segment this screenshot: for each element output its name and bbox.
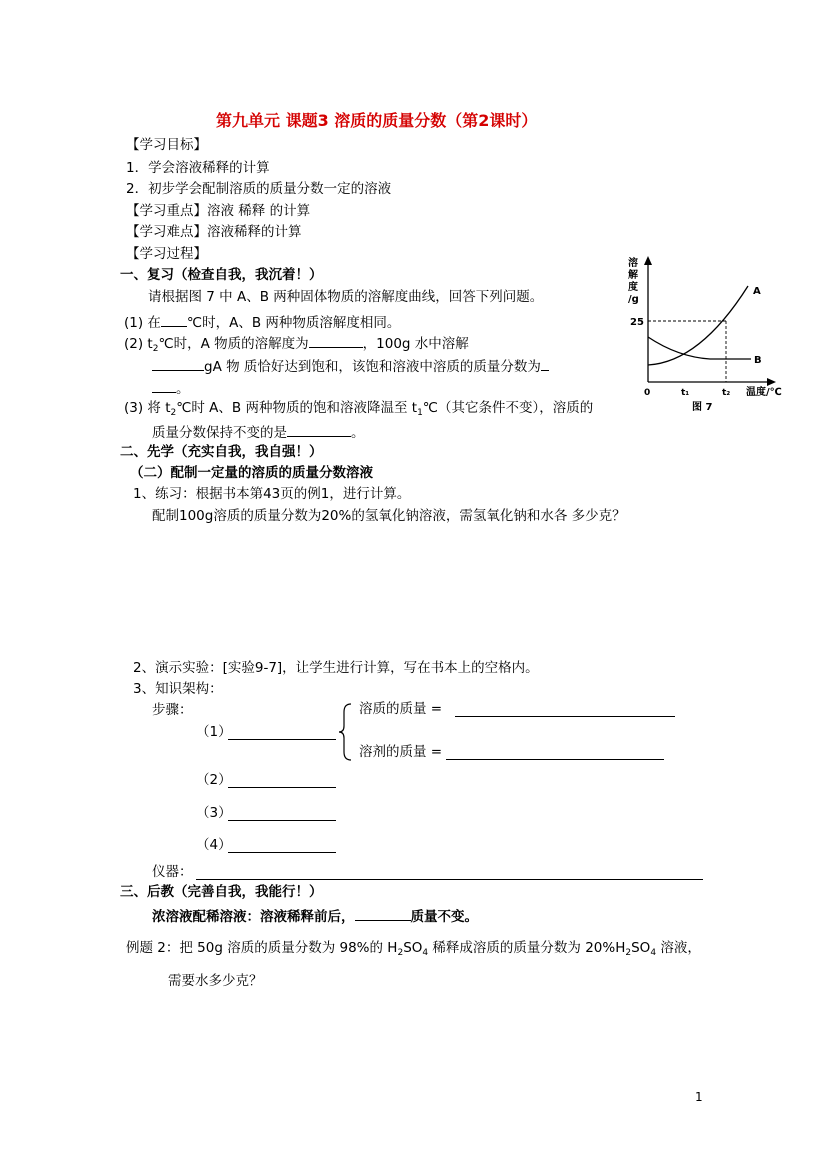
q3-subscript-2: 1 <box>417 408 423 418</box>
y-axis-arrow <box>644 256 652 265</box>
step-4-label: （4） <box>196 837 232 853</box>
page-number: 1 <box>695 1090 703 1104</box>
example-text-d: SO <box>631 940 651 956</box>
example-text-e: 溶液， <box>656 940 701 956</box>
example-sub-1: 2 <box>397 948 404 958</box>
example-text-a: 例题 2：把 50g 溶质的质量分数为 98%的 H <box>126 940 398 956</box>
q3-text-a: (3) 将 t <box>124 400 171 416</box>
solute-mass-blank[interactable] <box>455 716 675 717</box>
q3-text-e: 。 <box>351 425 365 441</box>
q2-text-d: gA 物 质恰好达到饱和，该饱和溶液中溶质的质量分数为 <box>204 359 541 375</box>
instruments-blank[interactable] <box>196 879 703 880</box>
exercise-1: 1、练习：根据书本第43页的例1，进行计算。 <box>133 486 411 502</box>
chart-axes <box>648 262 770 382</box>
x-axis-label: 温度/℃ <box>746 387 782 398</box>
y-label-char-2: 解 <box>628 270 638 281</box>
review-question-2-line3 <box>152 378 190 397</box>
key-point-label: 【学习重点】 <box>126 203 207 219</box>
solvent-mass-blank[interactable] <box>446 759 664 760</box>
key-point-text: 溶液 稀释 的计算 <box>207 203 311 219</box>
rule-blank[interactable] <box>355 906 411 921</box>
example-2-line2: 需要水多少克？ <box>168 973 263 989</box>
review-question-2 <box>124 333 469 355</box>
page-title: 第九单元 课题3 溶质的质量分数（第2课时） <box>216 111 538 130</box>
q2-text-a: (2) t <box>124 336 153 352</box>
y-label-char-4: /g <box>628 294 639 305</box>
review-question-3 <box>124 400 593 419</box>
step-1-blank[interactable] <box>228 739 336 740</box>
step-3-label: （3） <box>196 805 232 821</box>
after-heading: 三、后教（完善自我，我能行！） <box>120 884 323 900</box>
review-question-1 <box>124 312 400 331</box>
process-heading: 【学习过程】 <box>126 246 207 262</box>
key-point <box>126 203 310 219</box>
review-question-2-line2 <box>152 356 549 375</box>
step-2-label: （2） <box>196 772 232 788</box>
q3-subscript-1: 2 <box>170 408 177 418</box>
solvent-mass-label: 溶剂的质量 = <box>359 744 443 760</box>
difficulty-text: 溶液稀释的计算 <box>207 224 302 240</box>
objective-item-2: 2．初步学会配制溶质的质量分数一定的溶液 <box>126 181 392 197</box>
review-question-3-line2 <box>152 422 365 441</box>
q3-text-d: 质量分数保持不变的是 <box>152 425 287 441</box>
x-axis-arrow <box>767 378 776 386</box>
preview-subheading: （二）配制一定量的溶质的质量分数溶液 <box>130 465 373 481</box>
x-tick-0: 0 <box>644 388 651 398</box>
solute-mass-label: 溶质的质量 = <box>359 701 443 717</box>
curve-b <box>648 337 751 359</box>
x-tick-t2: t₂ <box>722 388 731 398</box>
q2-blank-fraction[interactable] <box>541 356 549 371</box>
example-sub-2: 4 <box>422 948 429 958</box>
q2-subscript: 2 <box>152 344 159 354</box>
exercise-3: 3、知识架构： <box>133 681 223 697</box>
step-2-blank[interactable] <box>228 787 336 788</box>
q3-text-b: ℃时 A、B 两种物质的饱和溶液降温至 t <box>176 400 418 416</box>
step-4-blank[interactable] <box>228 852 336 853</box>
q2-blank-mass[interactable] <box>152 356 204 371</box>
q1-text-b: ℃时，A、B 两种物质溶解度相同。 <box>186 315 401 331</box>
brace-icon <box>338 702 354 762</box>
q2-text-e: 。 <box>176 381 190 397</box>
review-intro: 请根据图 7 中 A、B 两种固体物质的溶解度曲线，回答下列问题。 <box>148 289 544 305</box>
instruments-label: 仪器： <box>152 864 193 880</box>
q3-text-c: ℃（其它条件不变），溶质的 <box>422 400 594 416</box>
example-text-c: 稀释成溶质的质量分数为 20%H <box>428 940 626 956</box>
rule-text-b: 质量不变。 <box>410 909 478 925</box>
q3-blank[interactable] <box>287 422 351 437</box>
q2-blank-fraction-cont[interactable] <box>152 378 176 393</box>
example-sub-3: 2 <box>625 948 632 958</box>
solubility-chart <box>620 252 800 417</box>
exercise-2: 2、演示实验：[实验9-7]，让学生进行计算，写在书本上的空格内。 <box>133 660 539 676</box>
x-tick-t1: t₁ <box>681 388 690 398</box>
y-label-char-1: 溶 <box>628 258 638 269</box>
curve-a-label: A <box>753 286 761 297</box>
example-sub-4: 4 <box>650 948 657 958</box>
curve-a <box>648 286 748 365</box>
steps-label: 步骤： <box>152 702 193 718</box>
curve-b-label: B <box>754 355 762 366</box>
difficulty-label: 【学习难点】 <box>126 224 207 240</box>
figure-caption: 图 7 <box>692 402 713 413</box>
objective-item-1: 1．学会溶液稀释的计算 <box>126 160 270 176</box>
objectives-heading: 【学习目标】 <box>126 137 207 153</box>
step-1-label: （1） <box>196 724 232 740</box>
dilution-rule <box>152 906 478 925</box>
y-tick-25: 25 <box>630 317 644 328</box>
difficulty <box>126 224 302 240</box>
example-2 <box>126 940 701 959</box>
q1-text-a: (1) 在 <box>124 315 161 331</box>
q2-blank-solubility[interactable] <box>309 333 363 348</box>
q1-blank[interactable] <box>161 312 187 327</box>
rule-text-a: 浓溶液配稀溶液：溶液稀释前后， <box>152 909 355 925</box>
preview-heading: 二、先学（充实自我，我自强！） <box>120 444 323 460</box>
q2-text-b: ℃时，A 物质的溶解度为 <box>158 336 309 352</box>
q2-text-c: ，100g 水中溶解 <box>362 336 469 352</box>
step-3-blank[interactable] <box>228 820 336 821</box>
exercise-1-detail: 配制100g溶质的质量分数为20%的氢氧化钠溶液，需氢氧化钠和水各 多少克？ <box>152 508 626 524</box>
example-text-b: SO <box>403 940 423 956</box>
y-label-char-3: 度 <box>628 282 638 293</box>
review-heading: 一、复习（检查自我，我沉着！） <box>120 267 323 283</box>
